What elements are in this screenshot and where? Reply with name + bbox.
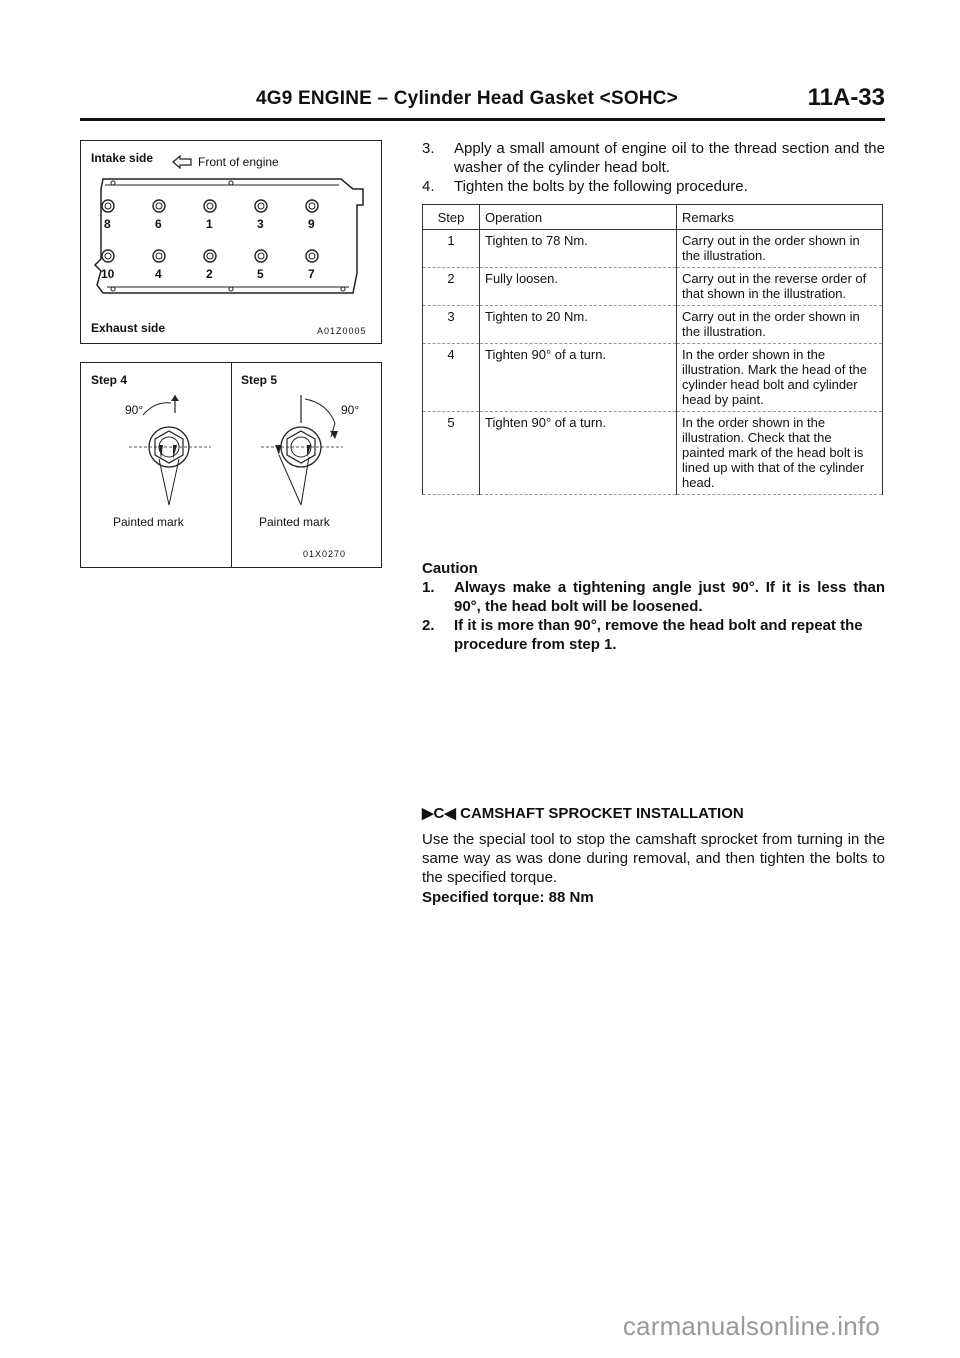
- cylinder-head-outline: [91, 175, 371, 301]
- column-header-step: Step: [423, 205, 480, 230]
- instruction-number: 3.: [422, 140, 435, 157]
- bolt-number-bottom-5: 7: [308, 267, 315, 281]
- section-heading: [422, 804, 744, 822]
- caution-text: Always make a tightening angle just 90°. If it is less than 90°, the head bolt will be loosened.: [454, 579, 885, 615]
- instruction-number: 4.: [422, 178, 435, 195]
- caution-text: If it is more than 90°, remove the head bolt and repeat the procedure from step 1.: [454, 617, 863, 653]
- cell-operation: Fully loosen.: [480, 268, 677, 306]
- step4-label: Step 4: [91, 373, 128, 387]
- column-header-remarks: Remarks: [677, 205, 883, 230]
- table-header-row: [423, 205, 883, 230]
- instruction-text: Tighten the bolts by the following procedure.: [454, 178, 748, 195]
- bolt-top-5: [305, 199, 319, 218]
- bolt-bottom-1: [101, 249, 115, 268]
- step5-label: Step 5: [241, 373, 278, 387]
- figure2-code: 01X0270: [303, 549, 347, 559]
- bolt-number-top-4: 3: [257, 217, 264, 231]
- table-row: [423, 306, 883, 344]
- table-row: [423, 344, 883, 412]
- figure1-code: A01Z0005: [317, 326, 367, 336]
- bolt-top-1: [101, 199, 115, 218]
- bolt-top-3: [203, 199, 217, 218]
- bolt-number-top-5: 9: [308, 217, 315, 231]
- angle-tightening-figure: [80, 362, 382, 568]
- intake-side-label: Intake side: [91, 151, 154, 165]
- bolt-top-4: [254, 199, 268, 218]
- figure2-divider: [231, 363, 232, 567]
- cell-remarks: Carry out in the order shown in the illustration.: [677, 306, 883, 344]
- watermark: carmanualsonline.info: [622, 1311, 880, 1341]
- exhaust-side-label: Exhaust side: [91, 321, 166, 335]
- column-header-operation: Operation: [480, 205, 677, 230]
- cell-remarks: Carry out in the reverse order of that shown in the illustration.: [677, 268, 883, 306]
- instruction-item: [422, 139, 885, 177]
- bolt-bottom-3: [203, 249, 217, 268]
- bolt-angle-step4-drawing: [115, 393, 225, 513]
- bolt-angle-step5-drawing: [251, 393, 361, 513]
- bolt-top-2: [152, 199, 166, 218]
- bolt-order-figure: [80, 140, 382, 344]
- specified-torque: Specified torque: 88 Nm: [422, 889, 594, 906]
- cell-operation: Tighten to 20 Nm.: [480, 306, 677, 344]
- bolt-number-top-1: 8: [104, 217, 111, 231]
- caution-block: [422, 559, 885, 654]
- left-triangle-icon: ◀: [444, 805, 456, 822]
- bolt-number-bottom-1: 10: [101, 267, 115, 281]
- step4-angle: 90°: [125, 403, 144, 417]
- instruction-text: Apply a small amount of engine oil to the thread section and the washer of the cylinder head bolt.: [454, 140, 885, 176]
- caution-number: 2.: [422, 617, 435, 634]
- cell-step: 4: [423, 344, 480, 412]
- step5-angle: 90°: [341, 403, 360, 417]
- cell-step: 5: [423, 412, 480, 495]
- cell-step: 1: [423, 230, 480, 268]
- right-triangle-icon: ▶: [422, 805, 434, 822]
- header-rule: [80, 118, 885, 121]
- cell-step: 2: [423, 268, 480, 306]
- table-row: [423, 412, 883, 495]
- bolt-bottom-5: [305, 249, 319, 268]
- cell-remarks: In the order shown in the illustration. Check that the painted mark of the head bolt is lined up with that of the cylinder head.: [677, 412, 883, 495]
- tightening-procedure-table: [422, 204, 883, 495]
- cell-step: 3: [423, 306, 480, 344]
- caution-number: 1.: [422, 579, 435, 596]
- section-body: Use the special tool to stop the camshaft sprocket from turning in the same way as was done during removal, and then tighten the bolts to the specified torque.: [422, 831, 885, 886]
- front-arrow-icon: [171, 155, 193, 174]
- bolt-number-bottom-2: 4: [155, 267, 162, 281]
- table-row: [423, 230, 883, 268]
- bolt-bottom-2: [152, 249, 166, 268]
- section-marker: C: [433, 805, 445, 822]
- caution-item: [422, 616, 885, 654]
- instruction-item: [422, 177, 885, 196]
- bolt-number-bottom-4: 5: [257, 267, 264, 281]
- step4-painted-mark: Painted mark: [113, 515, 184, 529]
- table-row: [423, 268, 883, 306]
- bolt-bottom-4: [254, 249, 268, 268]
- step5-painted-mark: Painted mark: [259, 515, 330, 529]
- caution-item: [422, 578, 885, 616]
- cell-operation: Tighten 90° of a turn.: [480, 344, 677, 412]
- bolt-number-top-3: 1: [206, 217, 213, 231]
- bolt-number-top-2: 6: [155, 217, 162, 231]
- page-title: 4G9 ENGINE – Cylinder Head Gasket <SOHC>: [256, 88, 678, 109]
- front-of-engine-label: Front of engine: [198, 155, 279, 169]
- page-number: 11A-33: [807, 84, 885, 111]
- cell-operation: Tighten to 78 Nm.: [480, 230, 677, 268]
- caution-title: Caution: [422, 560, 478, 577]
- cell-remarks: Carry out in the order shown in the illustration.: [677, 230, 883, 268]
- page-header: [80, 84, 885, 118]
- bolt-number-bottom-3: 2: [206, 267, 213, 281]
- section-title: CAMSHAFT SPROCKET INSTALLATION: [460, 805, 744, 822]
- cell-remarks: In the order shown in the illustration. Mark the head of the cylinder head bolt and cylinder head by paint.: [677, 344, 883, 412]
- cell-operation: Tighten 90° of a turn.: [480, 412, 677, 495]
